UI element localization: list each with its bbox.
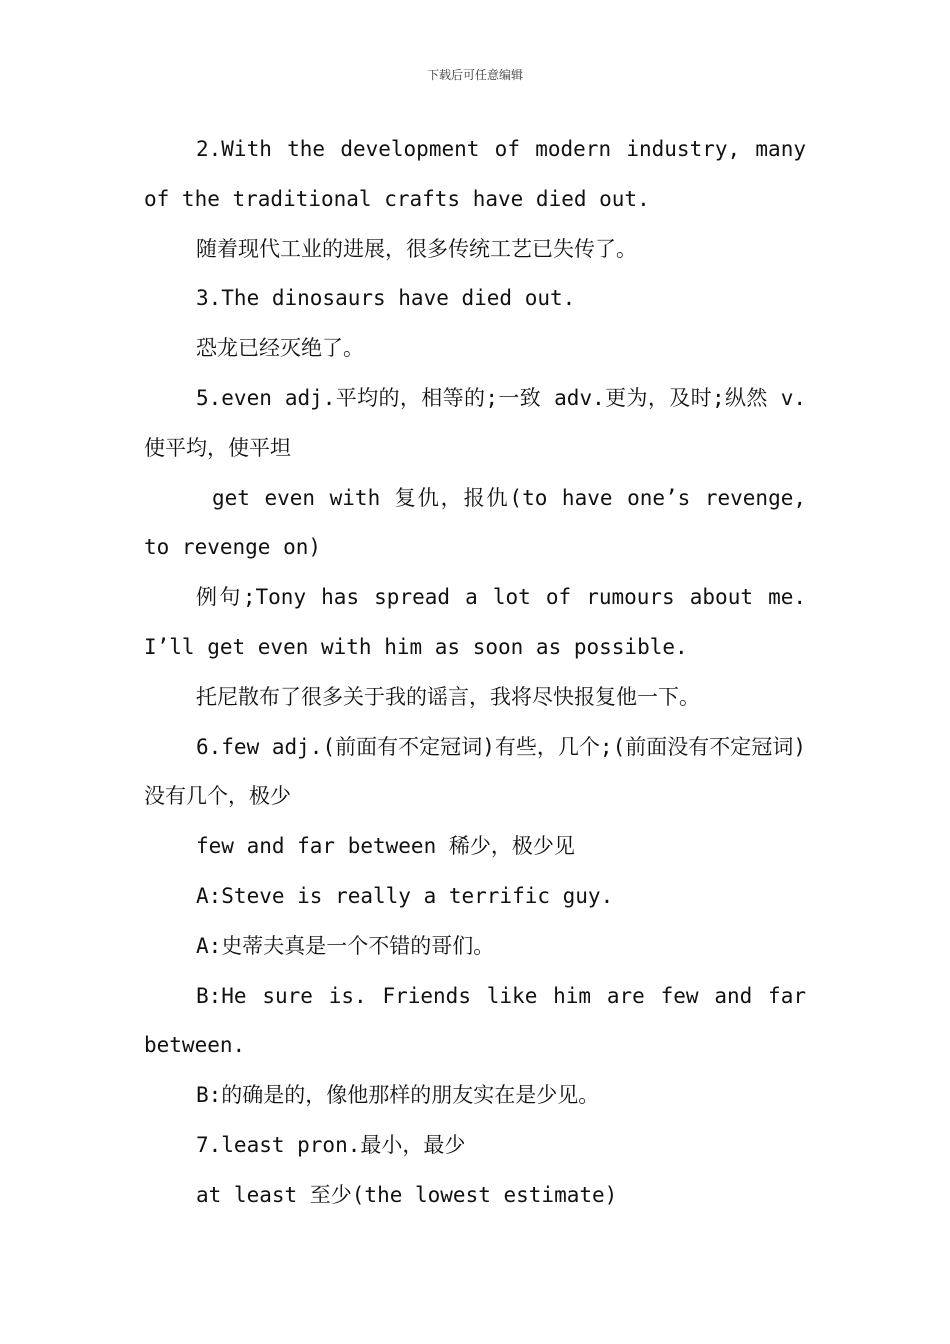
vocab-entry-few: 6.few adj.(前面有不定冠词)有些，几个;(前面没有不定冠词)没有几个，极少 xyxy=(144,734,806,809)
dialogue-a-en: A:Steve is really a terrific guy. xyxy=(196,883,614,908)
phrase-few-and-far-between: few and far between 稀少，极少见 xyxy=(196,834,575,859)
dialogue-b-zh: B:的确是的，像他那样的朋友实在是少见。 xyxy=(196,1083,600,1108)
dialogue-a-zh: A:史蒂夫真是一个不错的哥们。 xyxy=(196,933,495,958)
vocab-entry-even: 5.even adj.平均的，相等的;一致 adv.更为，及时;纵然 v. 使平均，使平坦 xyxy=(144,385,806,460)
phrase-get-even-with: get even with 复仇，报仇(to have one’s revenge, to revenge on) xyxy=(144,485,806,560)
example-sentence-3-zh: 恐龙已经灭绝了。 xyxy=(196,336,364,361)
phrase-at-least: at least 至少(the lowest estimate) xyxy=(196,1182,618,1207)
example-even-en: 例句;Tony has spread a lot of rumours about me. I’ll get even with him as soon as possible. xyxy=(144,585,806,659)
vocab-entry-least: 7.least pron.最小，最少 xyxy=(196,1132,466,1157)
example-sentence-3-en: 3.The dinosaurs have died out. xyxy=(196,286,576,311)
document-body xyxy=(144,125,806,1221)
example-sentence-2-en: 2.With the development of modern industry, many of the traditional crafts have died out. xyxy=(144,137,806,211)
page-header: 下载后可任意编辑 xyxy=(426,68,523,82)
dialogue-b-en: B:He sure is. Friends like him are few and far between. xyxy=(144,983,806,1058)
example-sentence-2-zh: 随着现代工业的进展，很多传统工艺已失传了。 xyxy=(196,236,637,261)
example-even-zh: 托尼散布了很多关于我的谣言，我将尽快报复他一下。 xyxy=(196,684,700,709)
